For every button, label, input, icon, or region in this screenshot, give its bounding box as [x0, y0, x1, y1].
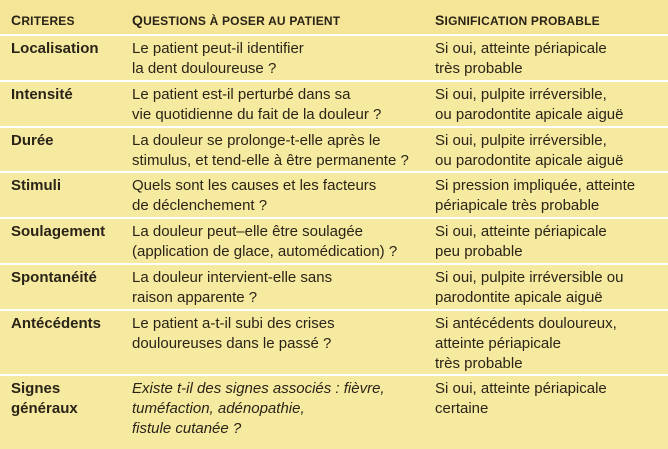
table-row — [0, 173, 668, 219]
critere-cell — [11, 131, 129, 151]
signification-cell-line: Si antécédents douloureux, — [435, 315, 617, 332]
critere-cell — [11, 222, 129, 242]
question-cell — [132, 379, 432, 439]
question-cell-line: stimulus, et tend-elle à être permanente ? — [132, 152, 409, 169]
signification-cell-line: périapicale très probable — [435, 197, 600, 214]
table-row — [0, 36, 668, 82]
critere-cell — [11, 176, 129, 196]
critere-cell — [11, 268, 129, 288]
table-row — [0, 128, 668, 173]
critere-cell — [11, 85, 129, 105]
question-cell-line: tuméfaction, adénopathie, — [132, 400, 305, 417]
critere-cell-line: Intensité — [11, 86, 73, 103]
question-cell-line: Le patient a-t-il subi des crises — [132, 315, 335, 332]
signification-cell-line: très probable — [435, 355, 523, 372]
critere-cell — [11, 379, 129, 419]
critere-cell-line: généraux — [11, 400, 78, 417]
signification-cell-line: Si oui, pulpite irréversible, — [435, 86, 607, 103]
question-cell — [132, 39, 432, 79]
signification-cell-line: certaine — [435, 400, 489, 417]
question-cell-line: de déclenchement ? — [132, 197, 268, 214]
critere-cell-line: Stimuli — [11, 177, 62, 194]
critere-cell — [11, 314, 129, 334]
table-row — [0, 219, 668, 265]
header-signification: SIGNIFICATION PROBABLE — [435, 12, 600, 28]
critere-cell — [11, 39, 129, 59]
signification-cell-line: Si pression impliquée, atteinte — [435, 177, 636, 194]
signification-cell-line: Si oui, atteinte périapicale — [435, 380, 607, 397]
signification-cell — [435, 39, 665, 79]
question-cell-line: la dent douloureuse ? — [132, 60, 277, 77]
table-row — [0, 82, 668, 128]
header-criteres: CRITERES — [11, 12, 75, 28]
header-questions: QUESTIONS À POSER AU PATIENT — [132, 12, 341, 28]
signification-cell-line: atteinte périapicale — [435, 335, 561, 352]
signification-cell-line: ou parodontite apicale aiguë — [435, 106, 624, 123]
signification-cell-line: Si oui, pulpite irréversible, — [435, 132, 607, 149]
question-cell-line: Quels sont les causes et les facteurs — [132, 177, 377, 194]
question-cell-line: douloureuses dans le passé ? — [132, 335, 332, 352]
signification-cell — [435, 314, 665, 374]
question-cell — [132, 268, 432, 308]
question-cell — [132, 176, 432, 216]
critere-cell-line: Signes — [11, 380, 61, 397]
critere-cell-line: Soulagement — [11, 223, 106, 240]
table-row — [0, 311, 668, 376]
question-cell — [132, 314, 432, 354]
question-cell-line: raison apparente ? — [132, 289, 258, 306]
signification-cell — [435, 131, 665, 171]
question-cell — [132, 222, 432, 262]
signification-cell-line: peu probable — [435, 243, 523, 260]
signification-cell-line: très probable — [435, 60, 523, 77]
table-header — [0, 0, 668, 36]
critere-cell-line: Localisation — [11, 40, 99, 57]
question-cell — [132, 131, 432, 171]
signification-cell-line: Si oui, pulpite irréversible ou — [435, 269, 624, 286]
signification-cell-line: Si oui, atteinte périapicale — [435, 223, 607, 240]
signification-cell — [435, 268, 665, 308]
question-cell-line: (application de glace, automédication) ? — [132, 243, 398, 260]
question-cell-line: Existe t-il des signes associés : fièvre, — [132, 380, 385, 397]
question-cell — [132, 85, 432, 125]
critere-cell-line: Antécédents — [11, 315, 102, 332]
signification-cell-line: ou parodontite apicale aiguë — [435, 152, 624, 169]
question-cell-line: Le patient peut-il identifier — [132, 40, 304, 57]
table-row — [0, 265, 668, 311]
table-row — [0, 376, 668, 449]
signification-cell — [435, 222, 665, 262]
critere-cell-line: Durée — [11, 132, 54, 149]
signification-cell-line: Si oui, atteinte périapicale — [435, 40, 607, 57]
signification-cell — [435, 176, 665, 216]
signification-cell-line: parodontite apicale aiguë — [435, 289, 603, 306]
signification-cell — [435, 85, 665, 125]
question-cell-line: Le patient est-il perturbé dans sa — [132, 86, 351, 103]
question-cell-line: vie quotidienne du fait de la douleur ? — [132, 106, 382, 123]
question-cell-line: fistule cutanée ? — [132, 420, 242, 437]
signification-cell — [435, 379, 665, 419]
question-cell-line: La douleur se prolonge-t-elle après le — [132, 132, 381, 149]
critere-cell-line: Spontanéité — [11, 269, 97, 286]
question-cell-line: La douleur intervient-elle sans — [132, 269, 333, 286]
question-cell-line: La douleur peut–elle être soulagée — [132, 223, 364, 240]
